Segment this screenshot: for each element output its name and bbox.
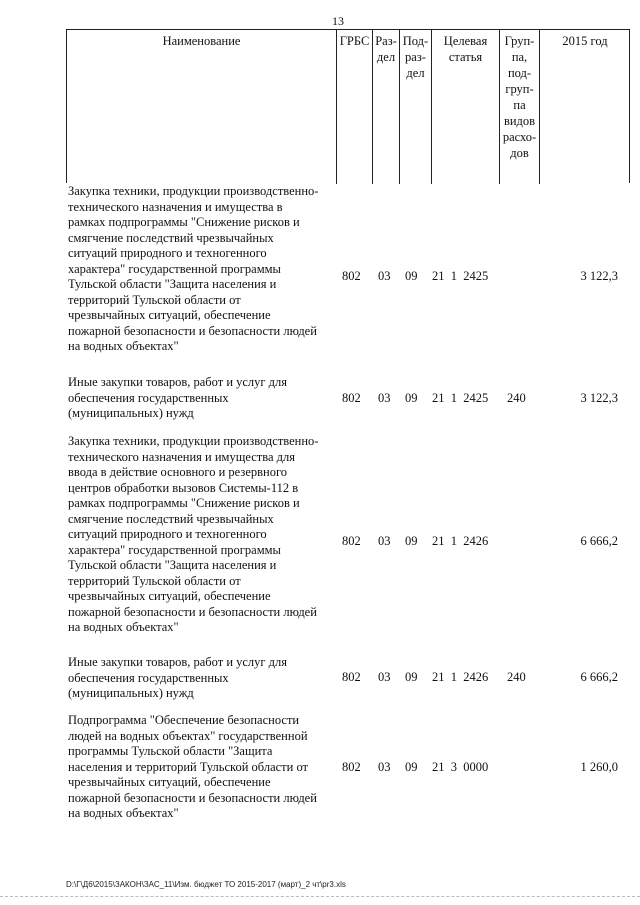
row-razdel: 03 (378, 269, 391, 283)
row-podrazdel: 09 (405, 269, 418, 283)
header-name: Наименование (67, 30, 337, 184)
row-razdel: 03 (378, 670, 391, 684)
row-csr: 21 1 2426 (432, 534, 489, 548)
row-sum: 6 666,2 (580, 534, 618, 548)
header-podrazdel: Под- раз- дел (400, 30, 432, 184)
row-grbs: 802 (342, 760, 361, 774)
row-csr: 21 1 2426 (432, 670, 489, 684)
row-razdel: 03 (378, 534, 391, 548)
row-csr: 21 1 2425 (432, 391, 489, 405)
row-sum: 3 122,3 (580, 391, 618, 405)
row-csr: 21 1 2425 (432, 269, 489, 283)
row-csr: 21 3 0000 (432, 760, 489, 774)
row-name: Иные закупки товаров, работ и услуг для обеспечения государственных (муниципальных) нужд (68, 655, 288, 700)
header-razdel: Раз- дел (373, 30, 400, 184)
row-podrazdel: 09 (405, 760, 418, 774)
header-sum: 2015 год (562, 34, 608, 48)
row-sum: 1 260,0 (580, 760, 618, 774)
header-grbs: ГРБС (337, 30, 373, 184)
page-number: 13 (332, 14, 344, 28)
row-vr: 240 (507, 670, 526, 684)
row-grbs: 802 (342, 269, 361, 283)
row-name: Закупка техники, продукции производственно- технического назначения и имущества в рамках подпрограммы "Снижение рисков и смягчение последствий чрезвычайных ситуаций природного и техногенного характера" государственной программы Тульской области "Защита населения и территорий Тульской области от чрезвычайных ситуаций, обеспечение пожарной безопасности и безопасности людей на водных объектах" (68, 184, 319, 353)
table-header (66, 29, 630, 183)
row-name: Подпрограмма "Обеспечение безопасности людей на водных объектах" государственной программы Тульской области "Защита населения и территорий Тульской области от чрезвычайных ситуаций, обеспечение пожарной безопасности и безопасности людей на водных объектах" (68, 713, 317, 820)
row-grbs: 802 (342, 391, 361, 405)
row-name: Закупка техники, продукции производственно- технического назначения и имущества для ввода в действие основного и резервного центров обработки вызовов Системы-112 в рамках подпрограммы "Снижение рисков и смягчение последствий чрезвычайных ситуаций природного и техногенного характера" государственной программы Тульской области "Защита населения и территорий Тульской области от чрезвычайных ситуаций, обеспечение пожарной безопасности и безопасности людей на водных объектах" (68, 434, 319, 634)
scan-artifact-divider (0, 896, 640, 898)
row-sum: 6 666,2 (580, 670, 618, 684)
row-podrazdel: 09 (405, 534, 418, 548)
row-razdel: 03 (378, 760, 391, 774)
row-name: Иные закупки товаров, работ и услуг для обеспечения государственных (муниципальных) нужд (68, 375, 288, 420)
header-vr: Груп- па, под- груп- па видов расхо- дов (500, 30, 540, 184)
row-podrazdel: 09 (405, 391, 418, 405)
row-vr: 240 (507, 391, 526, 405)
row-sum: 3 122,3 (580, 269, 618, 283)
header-csr: Целевая статья (432, 30, 500, 184)
row-grbs: 802 (342, 534, 361, 548)
file-path-footer: D:\Г\Д6\2015\ЗАКОН\ЗАС_11\Изм. бюджет ТО 2015-2017 (март)_2 чт\pr3.xls (66, 880, 346, 889)
row-podrazdel: 09 (405, 670, 418, 684)
row-razdel: 03 (378, 391, 391, 405)
row-grbs: 802 (342, 670, 361, 684)
